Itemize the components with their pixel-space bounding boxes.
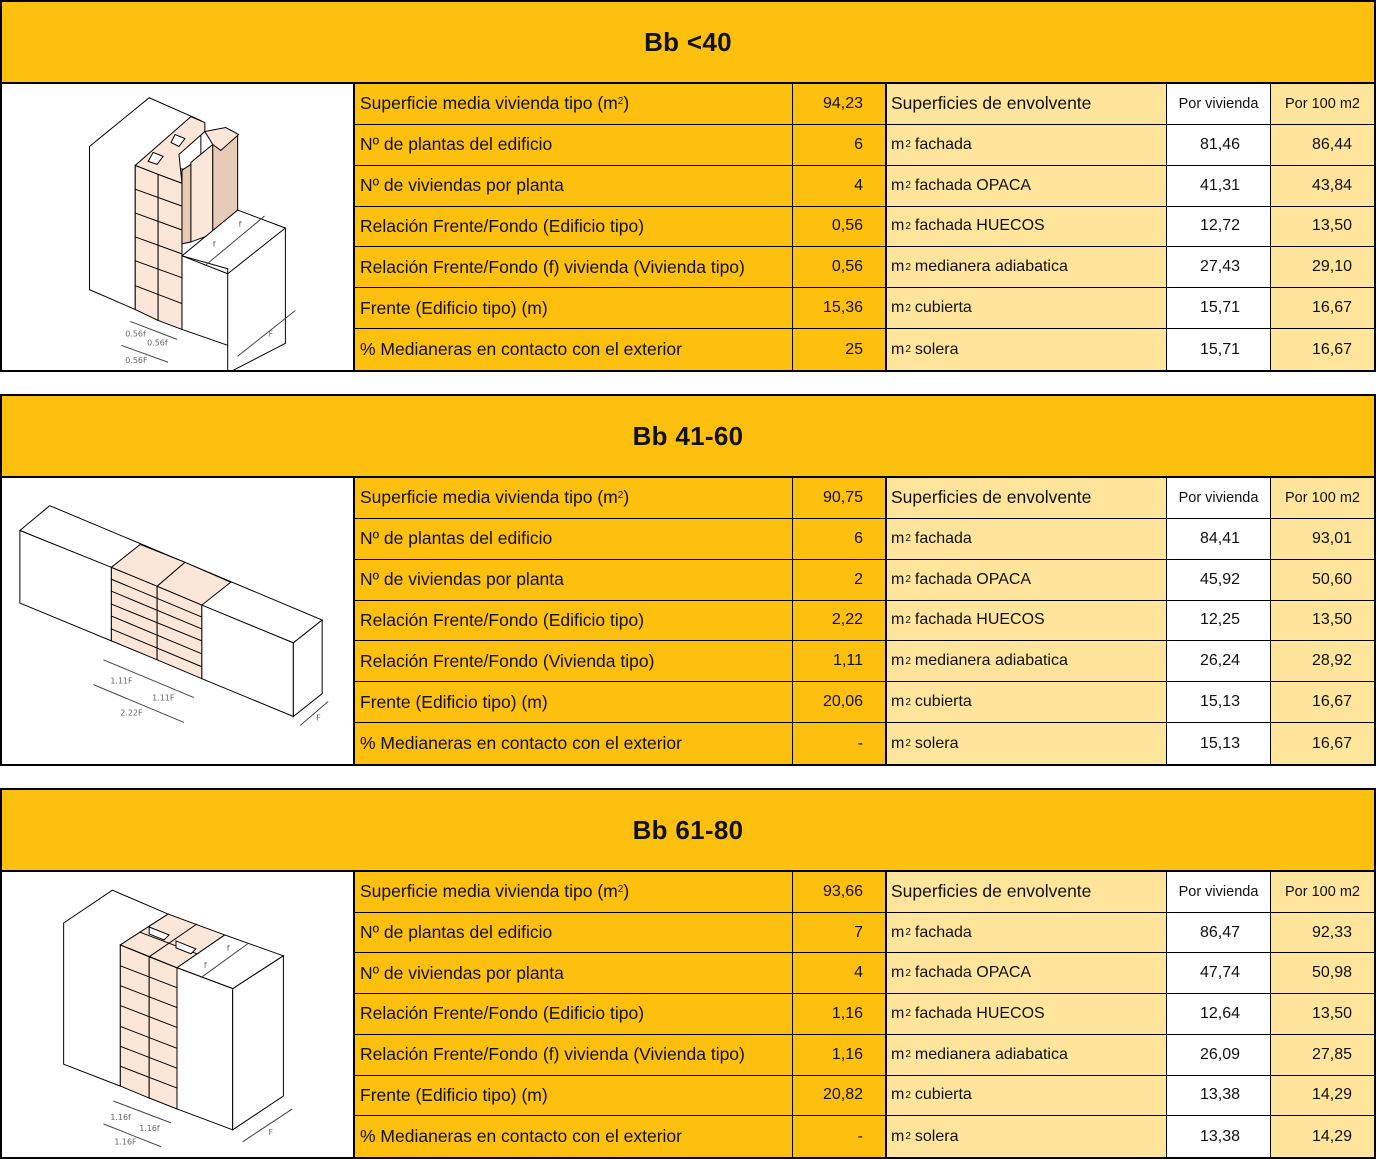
building-diagram-icon [2,478,353,764]
per-dwelling-value: 27,43 [1167,247,1271,288]
per-100m2-value: 13,50 [1271,601,1374,642]
per-dwelling-value: 12,64 [1167,994,1271,1035]
param-label: Frente (Edificio tipo) (m) [355,288,793,329]
per-dwelling-value: 13,38 [1167,1076,1271,1117]
dim-label: 0.56f [125,329,146,339]
param-value: 94,23 [793,84,887,125]
param-value: 0,56 [793,247,887,288]
envelope-label: m 2 cubierta [887,682,1167,723]
dim-label: 1.16F [114,1137,137,1147]
param-value: 20,06 [793,682,887,723]
param-value: 93,66 [793,872,887,913]
envelope-label: m 2 fachada HUECOS [887,601,1167,642]
building-isometric-diagram [2,872,355,1157]
per-dwelling-value: 45,92 [1167,560,1271,601]
per-100m2-header: Por 100 m2 [1271,872,1374,913]
param-label: Nº de plantas del edificio [355,913,793,954]
dim-label: 2.22F [120,708,143,718]
param-label: % Medianeras en contacto con el exterior [355,329,793,370]
per-dwelling-value: 81,46 [1167,125,1271,166]
dim-label: 1.11F [110,676,133,686]
envelope-label: m 2 fachada OPACA [887,953,1167,994]
typology-block-bb-41-60 [0,394,1376,766]
param-label: Nº de plantas del edificio [355,519,793,560]
per-100m2-value: 92,33 [1271,913,1374,954]
dim-label: f [238,220,242,229]
per-100m2-value: 27,85 [1271,1035,1374,1076]
per-100m2-value: 16,67 [1271,329,1374,370]
param-label: % Medianeras en contacto con el exterior [355,1116,793,1157]
per-dwelling-value: 47,74 [1167,953,1271,994]
envelope-label: m 2 fachada OPACA [887,560,1167,601]
per-dwelling-value: 13,38 [1167,1116,1271,1157]
per-dwelling-value: 15,13 [1167,723,1271,764]
per-dwelling-value: 15,13 [1167,682,1271,723]
dim-label: F [268,329,274,339]
envelope-label: m 2 fachada HUECOS [887,207,1167,248]
envelope-label: m 2 solera [887,329,1167,370]
param-label: Superficie media vivienda tipo (m $^2$ ) [355,478,793,519]
dim-label: 0.56F [125,356,148,366]
per-100m2-header: Por 100 m2 [1271,478,1374,519]
param-label: Nº de viviendas por planta [355,166,793,207]
envelope-header: Superficies de envolvente [887,84,1167,125]
per-100m2-value: 29,10 [1271,247,1374,288]
per-100m2-value: 16,67 [1271,723,1374,764]
per-100m2-value: 13,50 [1271,207,1374,248]
typology-block-bb-lt40 [0,0,1376,372]
param-value: - [793,723,887,764]
envelope-label: m 2 fachada OPACA [887,166,1167,207]
param-value: - [793,1116,887,1157]
envelope-header: Superficies de envolvente [887,478,1167,519]
param-value: 7 [793,913,887,954]
per-100m2-header: Por 100 m2 [1271,84,1374,125]
param-label: Relación Frente/Fondo (f) vivienda (Vivienda tipo) [355,1035,793,1076]
param-value: 90,75 [793,478,887,519]
building-isometric-diagram [2,478,355,764]
param-label: Nº de viviendas por planta [355,560,793,601]
envelope-label: m 2 cubierta [887,1076,1167,1117]
block-title: Bb <40 [2,2,1374,84]
envelope-label: m 2 fachada [887,125,1167,166]
building-isometric-diagram [2,84,355,370]
param-label: Relación Frente/Fondo (f) vivienda (Vivienda tipo) [355,247,793,288]
per-dwelling-value: 86,47 [1167,913,1271,954]
building-diagram-icon [2,84,353,370]
per-100m2-value: 14,29 [1271,1116,1374,1157]
per-dwelling-value: 84,41 [1167,519,1271,560]
param-label: Superficie media vivienda tipo (m $^2$ ) [355,872,793,913]
envelope-label: m 2 fachada [887,913,1167,954]
param-value: 6 [793,519,887,560]
per-100m2-value: 50,60 [1271,560,1374,601]
block-title: Bb 41-60 [2,396,1374,478]
envelope-label: m 2 medianera adiabatica [887,1035,1167,1076]
param-value: 20,82 [793,1076,887,1117]
per-100m2-value: 50,98 [1271,953,1374,994]
per-100m2-value: 43,84 [1271,166,1374,207]
envelope-label: m 2 fachada HUECOS [887,994,1167,1035]
dim-label: 1.11F [152,693,175,703]
data-table [355,478,1374,764]
per-dwelling-header: Por vivienda [1167,478,1271,519]
param-value: 1,16 [793,1035,887,1076]
per-100m2-value: 86,44 [1271,125,1374,166]
per-100m2-value: 16,67 [1271,682,1374,723]
envelope-label: m 2 solera [887,723,1167,764]
envelope-label: m 2 solera [887,1116,1167,1157]
envelope-header: Superficies de envolvente [887,872,1167,913]
param-value: 6 [793,125,887,166]
dim-label: F [268,1127,274,1137]
param-label: Frente (Edificio tipo) (m) [355,1076,793,1117]
dim-label: f [212,239,216,249]
param-label: Relación Frente/Fondo (Edificio tipo) [355,601,793,642]
envelope-label: m 2 cubierta [887,288,1167,329]
envelope-label: m 2 fachada [887,519,1167,560]
dim-label: F [316,713,321,723]
param-value: 2 [793,560,887,601]
param-label: Nº de plantas del edificio [355,125,793,166]
param-label: Relación Frente/Fondo (Edificio tipo) [355,207,793,248]
param-value: 1,11 [793,641,887,682]
per-dwelling-value: 15,71 [1167,329,1271,370]
param-value: 4 [793,166,887,207]
dim-label: 0.56f [147,338,168,348]
param-value: 0,56 [793,207,887,248]
per-dwelling-value: 12,72 [1167,207,1271,248]
param-value: 2,22 [793,601,887,642]
envelope-label: m 2 medianera adiabatica [887,247,1167,288]
param-value: 25 [793,329,887,370]
per-dwelling-value: 12,25 [1167,601,1271,642]
param-value: 1,16 [793,994,887,1035]
param-label: Relación Frente/Fondo (Edificio tipo) [355,994,793,1035]
data-table [355,872,1374,1157]
typology-block-bb-61-80 [0,788,1376,1159]
dim-label: 1.16f [110,1112,131,1122]
param-label: Frente (Edificio tipo) (m) [355,682,793,723]
envelope-label: m 2 medianera adiabatica [887,641,1167,682]
building-diagram-icon [2,872,353,1157]
param-value: 4 [793,953,887,994]
per-dwelling-value: 41,31 [1167,166,1271,207]
per-100m2-value: 13,50 [1271,994,1374,1035]
per-100m2-value: 16,67 [1271,288,1374,329]
param-label: Relación Frente/Fondo (Vivienda tipo) [355,641,793,682]
param-value: 15,36 [793,288,887,329]
block-title: Bb 61-80 [2,790,1374,872]
param-label: % Medianeras en contacto con el exterior [355,723,793,764]
param-label: Nº de viviendas por planta [355,953,793,994]
per-100m2-value: 28,92 [1271,641,1374,682]
per-dwelling-value: 26,24 [1167,641,1271,682]
dim-label: 1.16f [139,1123,160,1133]
param-label: Superficie media vivienda tipo (m $^2$ ) [355,84,793,125]
per-dwelling-header: Por vivienda [1167,84,1271,125]
per-dwelling-value: 15,71 [1167,288,1271,329]
per-dwelling-header: Por vivienda [1167,872,1271,913]
per-dwelling-value: 26,09 [1167,1035,1271,1076]
per-100m2-value: 14,29 [1271,1076,1374,1117]
data-table [355,84,1374,370]
per-100m2-value: 93,01 [1271,519,1374,560]
dim-label: f [203,960,207,970]
dim-label: f [226,943,230,953]
